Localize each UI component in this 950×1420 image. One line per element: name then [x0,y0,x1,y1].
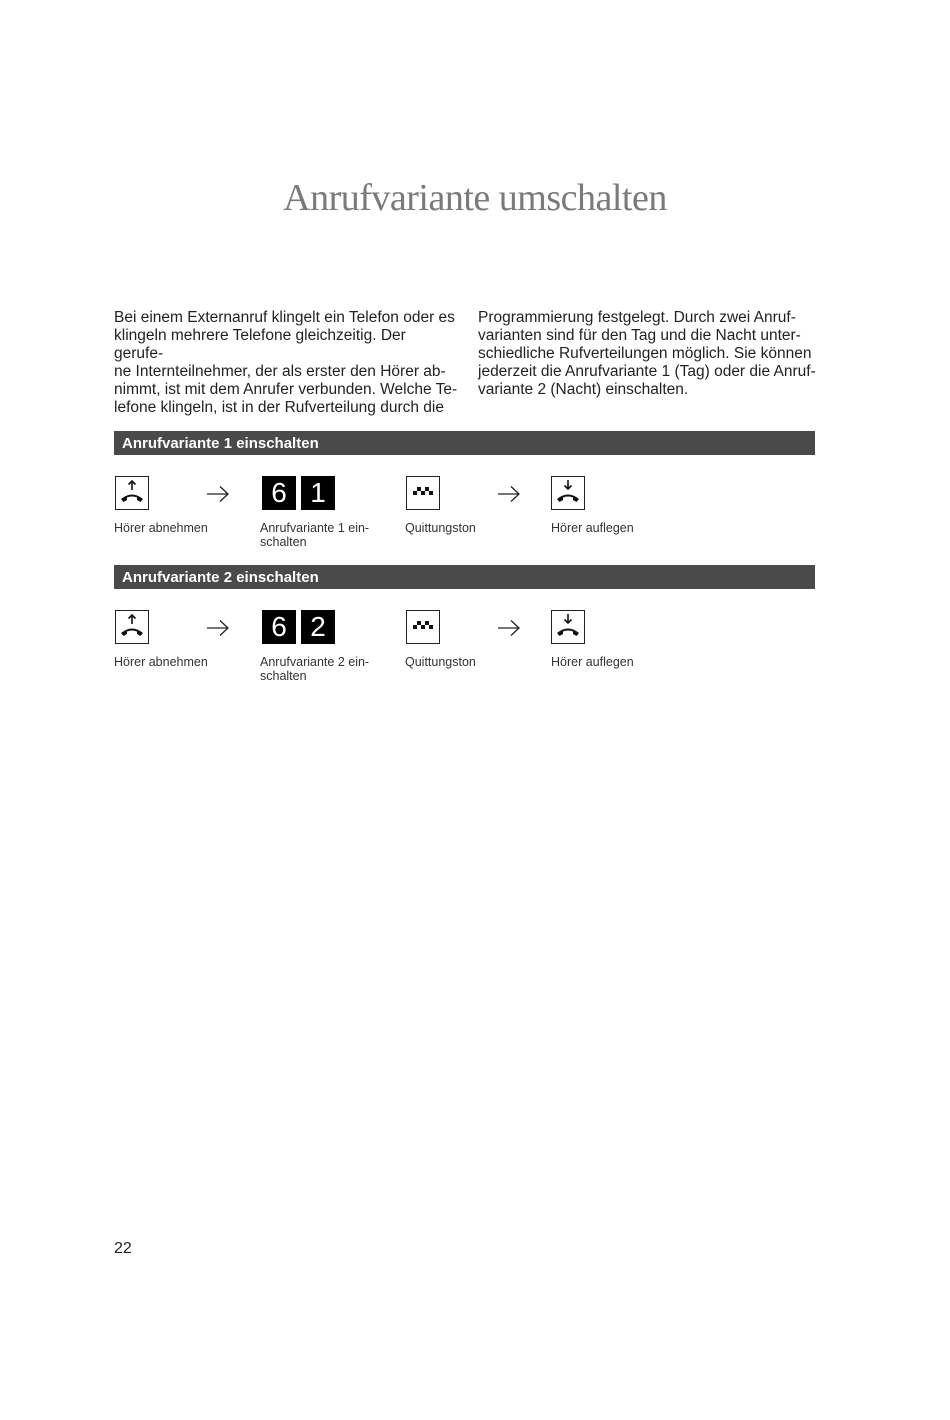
confirmation-tone-icon [406,476,440,510]
arrow-right-icon [496,618,522,638]
arrow-right-icon [205,484,231,504]
key-2: 2 [301,610,335,644]
key-1: 1 [301,476,335,510]
intro-text-right: Programmierung festgelegt. Durch zwei Anruf- varianten sind für den Tag und die Nacht unter- schiedliche Rufverteilungen möglich. Sie können jederzeit die Anrufvariante 1 (Tag) oder die Anruf- variante 2 (Nacht) einschalten. [478,309,816,398]
arrow-right-icon [205,618,231,638]
key-6: 6 [262,610,296,644]
arrow-right-icon [496,484,522,504]
page-number: 22 [114,1240,132,1257]
intro-column-right [478,309,823,399]
intro-text-left: Bei einem Externanruf klingelt ein Telefon oder es klingeln mehrere Telefone gleichzeitig. Der gerufe- ne Internteilnehmer, der als erster den Hörer ab- nimmt, ist mit dem Anrufer verbunden. Welche Te- lefone klingeln, ist in der Rufverteilung durch die [114,309,458,416]
step-label-hangup: Hörer auflegen [551,521,634,535]
handset-lift-icon [115,476,149,510]
step-label-keys: Anrufvariante 2 ein- schalten [260,655,370,683]
step-label-hangup: Hörer auflegen [551,655,634,669]
step-label-lift: Hörer abnehmen [114,655,208,669]
key-6: 6 [262,476,296,510]
step-label-tone: Quittungston [405,521,476,535]
intro-column-left [114,309,459,417]
page-title: Anrufvariante umschalten [283,177,667,219]
step-label-tone: Quittungston [405,655,476,669]
confirmation-tone-icon [406,610,440,644]
step-label-keys: Anrufvariante 1 ein- schalten [260,521,370,549]
step-label-lift: Hörer abnehmen [114,521,208,535]
handset-hangup-icon [551,610,585,644]
handset-hangup-icon [551,476,585,510]
section-heading-variant-1: Anrufvariante 1 einschalten [114,431,815,455]
handset-lift-icon [115,610,149,644]
section-heading-variant-2: Anrufvariante 2 einschalten [114,565,815,589]
